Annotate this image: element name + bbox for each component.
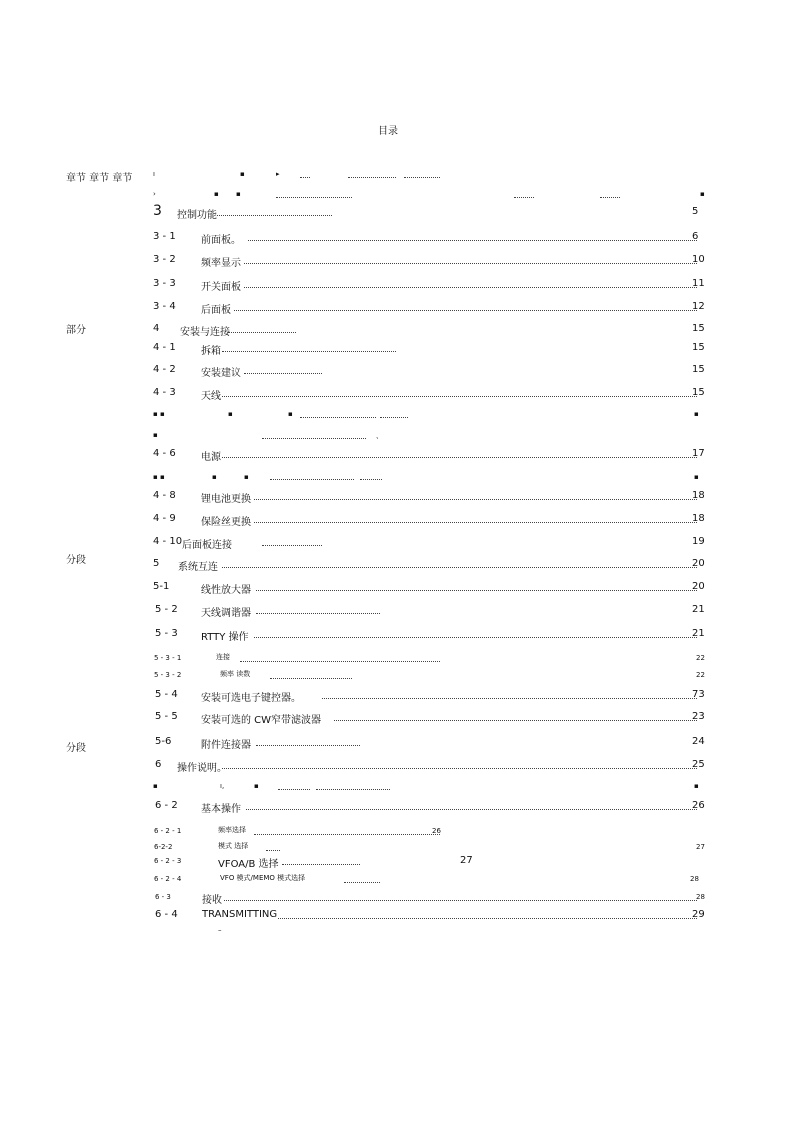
toc-entry-label: 附件连接器 (201, 740, 251, 751)
toc-entry-page: 10 (692, 254, 705, 265)
toc-entry-number: 4 - 9 (153, 513, 176, 524)
toc-entry-page: 24 (692, 736, 705, 747)
toc-entry-label: 后面板 (201, 305, 231, 316)
toc-entry-page: 18 (692, 490, 705, 501)
toc-entry-label: 安装建议 (201, 368, 241, 379)
toc-entry-page: 27 (460, 855, 473, 866)
toc-entry-number: 6 - 3 (155, 893, 171, 901)
toc-entry-number: 4 - 2 (153, 364, 176, 375)
toc-leader-dots (254, 522, 697, 523)
toc-leader-dots (256, 613, 380, 614)
toc-leader-dots (240, 661, 440, 662)
toc-entry-page: 15 (692, 342, 705, 353)
toc-entry-number: 6 - 2 - 3 (154, 857, 182, 865)
toc-entry-page: 26 (432, 827, 441, 835)
toc-entry-page: 27 (696, 843, 705, 851)
toc-entry-number: 6 - 2 (155, 800, 178, 811)
toc-entry-label: 操作说明。 (177, 763, 227, 774)
toc-leader-dots (334, 720, 697, 721)
toc-leader-dots (256, 590, 697, 591)
toc-leader-dots (222, 351, 396, 352)
toc-entry-page: 20 (692, 581, 705, 592)
toc-leader-dots (282, 864, 360, 865)
toc-entry-number: 3 - 4 (153, 301, 176, 312)
toc-leader-dots (246, 809, 697, 810)
toc-entry-number: 5 (153, 558, 160, 569)
page-title: 目录 (378, 126, 398, 137)
toc-entry-label: 线性放大器 (201, 585, 251, 596)
toc-entry-number: 3 - 3 (153, 278, 176, 289)
toc-entry-label: 天线调谐器 (201, 608, 251, 619)
side-label-section-2: 分段 (66, 743, 86, 754)
toc-leader-dots (222, 768, 697, 769)
toc-leader-dots (234, 310, 697, 311)
toc-entry-page: 6 (692, 231, 699, 242)
toc-leader-dots (228, 332, 296, 333)
toc-entry-page: 19 (692, 536, 705, 547)
toc-leader-dots (244, 263, 697, 264)
toc-entry-number: 6 - 2 - 4 (154, 875, 182, 883)
toc-leader-dots (322, 698, 697, 699)
toc-entry-label: 安装与连接 (180, 327, 230, 338)
toc-entry-number: 5 - 4 (155, 689, 178, 700)
toc-leader-dots (262, 545, 322, 546)
toc-entry-number: 6 - 4 (155, 909, 178, 920)
toc-entry-label: 模式 选择 (218, 842, 249, 850)
toc-leader-dots (254, 834, 440, 835)
toc-entry-page: 17 (692, 448, 705, 459)
toc-entry-number: 5 - 2 (155, 604, 178, 615)
toc-entry-label: 频率选择 (218, 826, 246, 834)
toc-leader-dots (344, 882, 380, 883)
toc-leader-dots (224, 900, 697, 901)
toc-entry-number: 5 - 3 - 2 (154, 671, 182, 679)
toc-entry-number: 6-2-2 (154, 843, 173, 851)
toc-entry-page: 26 (692, 800, 705, 811)
toc-leader-dots (256, 745, 360, 746)
toc-leader-dots (254, 637, 697, 638)
toc-entry-label: 接收 (202, 895, 222, 906)
toc-entry-number: 5 - 3 (155, 628, 178, 639)
toc-entry-label: 频率显示 (201, 258, 241, 269)
toc-entry-label: 连接 (216, 653, 230, 661)
toc-entry-label: 基本操作 (201, 804, 241, 815)
toc-leader-dots (222, 396, 697, 397)
toc-entry-label: 天线 (201, 391, 221, 402)
side-label-section-1: 分段 (66, 555, 86, 566)
toc-leader-dots (222, 567, 697, 568)
toc-entry-page: 28 (690, 875, 699, 883)
toc-entry-label: 安装可选电子键控器。 (201, 693, 301, 704)
toc-entry-label: 拆箱 (201, 346, 221, 357)
toc-entry-number: 4 - 10 (153, 536, 183, 547)
toc-entry-number: 3 - 1 (153, 231, 176, 242)
toc-leader-dots (266, 850, 280, 851)
toc-entry-label: 频率 读数 (220, 670, 251, 678)
toc-entry-page: 5 (692, 206, 699, 217)
toc-leader-dots (244, 373, 322, 374)
toc-entry-page: 29 (692, 909, 705, 920)
toc-entry-page: 23 (692, 711, 705, 722)
toc-entry-label: 系统互连 (178, 562, 218, 573)
toc-entry-page: 21 (692, 604, 705, 615)
toc-entry-number: 5-1 (153, 581, 170, 592)
toc-entry-label: TRANSMITTING (202, 909, 278, 920)
toc-leader-dots (278, 918, 697, 919)
toc-entry-label: VFO 模式/MEMO 模式选择 (220, 874, 306, 882)
toc-entry-page: 15 (692, 387, 705, 398)
toc-entry-label: 前面板。 (201, 235, 241, 246)
toc-leader-dots (217, 215, 332, 216)
toc-entry-page: 15 (692, 323, 705, 334)
toc-entry-number: 4 (153, 323, 160, 334)
toc-entry-page: 28 (696, 893, 705, 901)
toc-entry-page: 18 (692, 513, 705, 524)
toc-entry-number: 4 - 3 (153, 387, 176, 398)
toc-leader-dots (222, 457, 697, 458)
toc-entry-page: 20 (692, 558, 705, 569)
side-label-chapters: 章节 章节 章节 (66, 173, 133, 184)
toc-entry-page: 73 (692, 689, 705, 700)
toc-entry-page: 22 (696, 671, 705, 679)
toc-entry-number: 3 (153, 203, 162, 219)
toc-entry-number: 4 - 6 (153, 448, 176, 459)
toc-entry-page: 25 (692, 759, 705, 770)
toc-entry-number: 4 - 8 (153, 490, 176, 501)
toc-entry-label: VFOA/B 选择 (218, 859, 279, 870)
toc-leader-dots (244, 287, 697, 288)
toc-entry-label: 控制功能 (177, 210, 217, 221)
toc-entry-number: 3 - 2 (153, 254, 176, 265)
toc-entry-label: 保险丝更换 (201, 517, 251, 528)
toc-entry-label: 安装可选的 CW窄带滤波器 (201, 715, 322, 726)
side-label-part: 部分 (66, 325, 86, 336)
toc-entry-page: 21 (692, 628, 705, 639)
toc-entry-page: 12 (692, 301, 705, 312)
toc-entry-number: 5 - 3 - 1 (154, 654, 182, 662)
toc-leader-dots (248, 240, 697, 241)
toc-entry-label: 开关面板 (201, 282, 241, 293)
toc-entry-number: 6 - 2 - 1 (154, 827, 182, 835)
toc-leader-dots (270, 678, 352, 679)
toc-entry-number: 5-6 (155, 736, 172, 747)
toc-leader-dots (254, 499, 697, 500)
toc-entry-label: 后面板连接 (182, 540, 232, 551)
toc-entry-page: 11 (692, 278, 705, 289)
toc-entry-page: 22 (696, 654, 705, 662)
toc-entry-page: 15 (692, 364, 705, 375)
toc-entry-number: 4 - 1 (153, 342, 176, 353)
toc-entry-label: 锂电池更换 (201, 494, 251, 505)
toc-entry-number: 5 - 5 (155, 711, 178, 722)
toc-entry-label: RTTY 操作 (201, 632, 249, 643)
toc-entry-label: 电源 (201, 452, 221, 463)
toc-entry-number: 6 (155, 759, 162, 770)
